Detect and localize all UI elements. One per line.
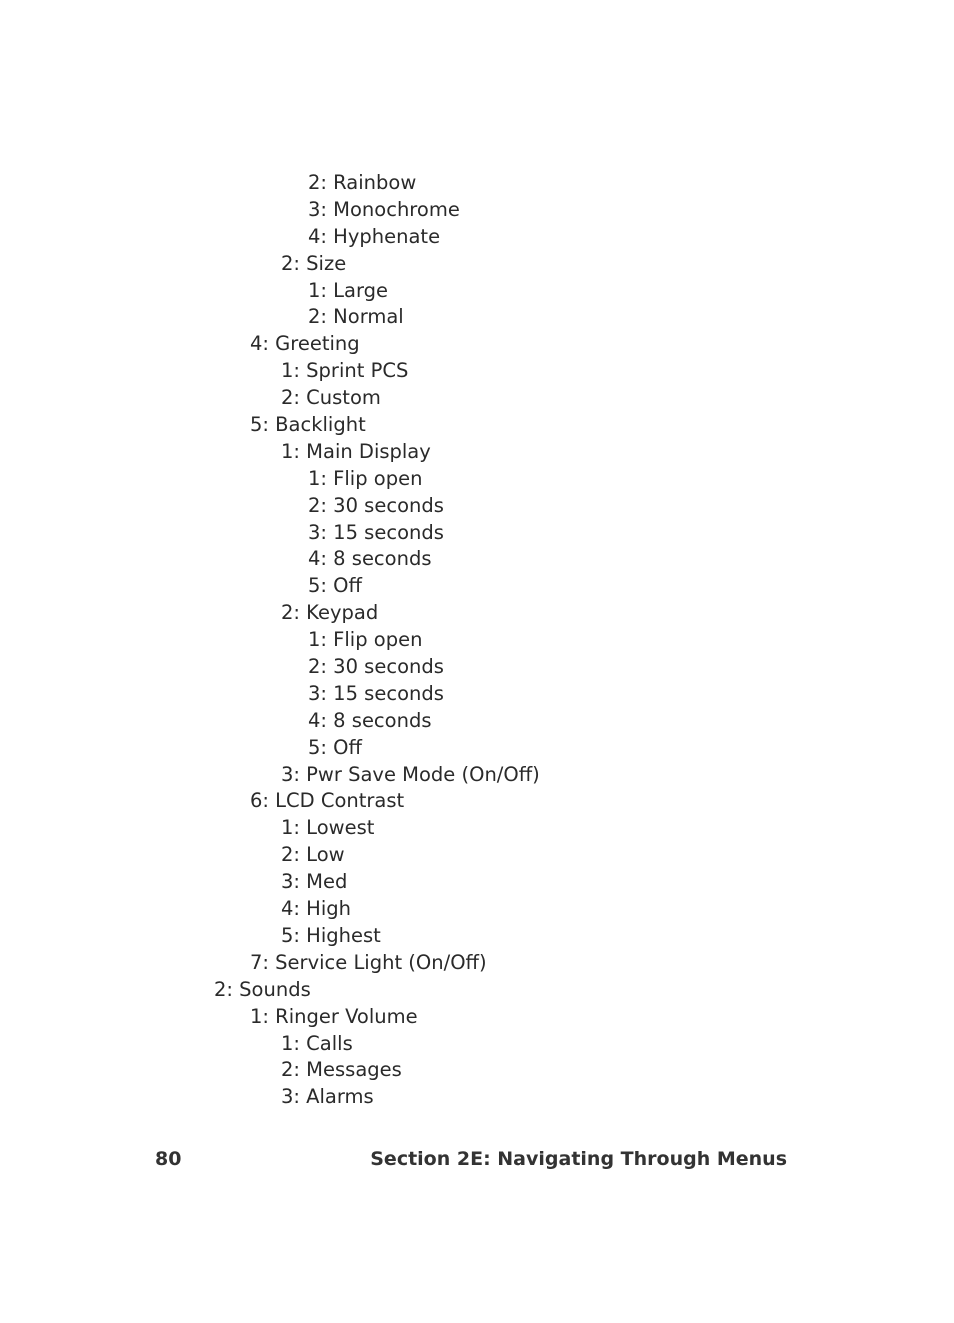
menu-item: 4: Hyphenate [308, 224, 441, 248]
menu-item: 5: Backlight [250, 413, 366, 437]
menu-item: 1: Ringer Volume [250, 1004, 418, 1028]
menu-item: 3: 15 seconds [308, 520, 444, 544]
menu-item: 2: Rainbow [308, 171, 417, 194]
menu-outline [0, 170, 954, 1111]
menu-item: 3: 15 seconds [308, 681, 444, 705]
menu-item: 1: Calls [281, 1031, 353, 1055]
menu-item: 2: Sounds [214, 977, 311, 1001]
menu-item: 1: Lowest [281, 816, 375, 840]
menu-item: 4: 8 seconds [308, 708, 432, 732]
menu-item: 2: Low [281, 843, 345, 867]
menu-item: 2: 30 seconds [308, 493, 444, 517]
menu-item: 4: High [281, 897, 351, 921]
menu-item: 1: Sprint PCS [281, 359, 409, 383]
menu-item: 5: Off [308, 735, 362, 759]
menu-item: 2: Keypad [281, 601, 379, 625]
menu-item: 2: 30 seconds [308, 655, 444, 679]
page-footer [0, 1145, 954, 1173]
menu-item: 3: Pwr Save Mode (On/Off) [281, 762, 540, 786]
menu-item: 3: Monochrome [308, 197, 460, 221]
menu-item: 1: Flip open [308, 628, 423, 652]
menu-item: 3: Alarms [281, 1085, 374, 1109]
menu-item: 6: LCD Contrast [250, 789, 405, 813]
menu-item: 7: Service Light (On/Off) [250, 950, 487, 974]
menu-item: 2: Custom [281, 386, 381, 410]
menu-item: 2: Size [281, 251, 347, 275]
menu-item: 4: 8 seconds [308, 547, 432, 571]
page-number: 80 [155, 1148, 182, 1170]
menu-item: 4: Greeting [250, 332, 360, 356]
menu-item: 5: Off [308, 574, 362, 598]
menu-item: 3: Med [281, 870, 348, 894]
menu-item: 1: Main Display [281, 439, 431, 463]
menu-item: 1: Flip open [308, 466, 423, 490]
section-title: Section 2E: Navigating Through Menus [370, 1148, 787, 1170]
menu-item: 2: Messages [281, 1058, 402, 1082]
menu-item: 5: Highest [281, 923, 381, 947]
menu-item: 2: Normal [308, 305, 404, 329]
menu-item: 1: Large [308, 278, 389, 302]
